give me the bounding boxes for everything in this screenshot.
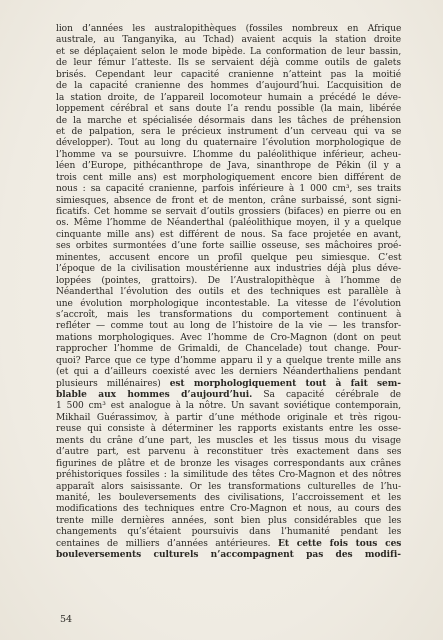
text-line [56, 413, 401, 424]
text-line [56, 356, 401, 367]
text-line [56, 276, 401, 287]
text-run: mations morphologiques. Avec l’homme de Cro-Magnon (dont on peut [56, 332, 401, 343]
text-run: l’homme va se poursuivre. L’homme du paléolithique inférieur, acheu- [56, 149, 401, 160]
text-run: ficatifs. Cet homme se servait d’outils grossiers (bifaces) en pierre ou en [56, 207, 402, 217]
text-run: Néanderthal l’évolution des outils et des techniques est parallèle à [56, 287, 401, 298]
text-run: de la capacité cranienne des hommes d’aujourd’hui. L’acquisition de [56, 81, 402, 92]
bold-text-run: est morphologiquement tout à fait sem- [169, 378, 401, 389]
text-run: reuse qui consiste à déterminer les rapports existants entre les osse- [56, 424, 401, 435]
text-run: trente mille dernières années, sont bien plus considérables que les [56, 515, 402, 526]
text-line [56, 93, 401, 104]
text-line [56, 390, 401, 401]
bold-text-run: Et cette fois tous ces [278, 538, 402, 549]
text-run: quoi? Parce que ce type d’homme apparu il y a quelque trente mille ans [56, 355, 401, 366]
text-run: refléter — comme tout au long de l’histoire de la vie — les transfor- [56, 321, 401, 332]
text-run: s’accroît, mais les transformations du comportement continuent à [56, 309, 402, 320]
text-run: Mikhail Guérassimov, à partir d’une méthode originale et très rigou- [56, 412, 401, 423]
text-line [56, 401, 401, 412]
text-line [56, 253, 401, 264]
text-line [56, 24, 401, 35]
text-run: de leur fémur l’atteste. Ils se servaient déjà comme outils de galets [56, 58, 401, 69]
text-run: loppées (pointes, grattoirs). De l’Australopithèque à l’homme de [56, 275, 402, 286]
text-run: une évolution morphologique incontestable. La vitesse de l’évolution [56, 298, 401, 309]
text-line [56, 379, 401, 390]
text-line [56, 35, 401, 46]
text-run: apparaît alors saisissante. Or les transformations culturelles de l’hu- [56, 481, 401, 492]
text-line [56, 470, 401, 481]
text-line [56, 459, 401, 470]
text-run: nous : sa capacité cranienne, parfois inférieure à 1 000 cm³, ses traits [56, 184, 402, 195]
text-line [56, 196, 401, 207]
text-line [56, 184, 401, 195]
text-run: ses orbites surmontées d’une forte saillie osseuse, ses mâchoires proé- [56, 241, 402, 252]
text-run: australe, au Tanganyika, au Tchad) avaient acquis la station droite [56, 35, 402, 46]
text-line [56, 550, 401, 561]
text-run: et se déplaçaient selon le mode bipède. La conformation de leur bassin, [56, 46, 402, 57]
text-line [56, 493, 401, 504]
text-line [56, 150, 401, 161]
text-line [56, 424, 401, 435]
bold-text-run: bouleversements culturels n’accompagnent pas des modifi- [56, 550, 401, 561]
text-run: préhistoriques fossiles : la similitude des têtes Cro-Magnon et des nôtres [56, 470, 402, 481]
text-line [56, 241, 401, 252]
text-line [56, 539, 401, 550]
text-line [56, 264, 401, 275]
text-run: centaines de milliers d’années antérieures. [56, 538, 278, 549]
text-line [56, 138, 401, 149]
text-line [56, 207, 401, 218]
text-line [56, 504, 401, 515]
text-line [56, 447, 401, 458]
text-run: rapprocher l’homme de Grimaldi, de Chancelade) tout change. Pour- [56, 344, 401, 355]
text-line [56, 218, 401, 229]
text-line [56, 310, 401, 321]
text-run: cinquante mille ans) est différent de nous. Sa face projetée en avant, [56, 229, 402, 240]
bold-text-run: blable aux hommes d’aujourd’hui. [56, 390, 253, 400]
body-text [56, 24, 401, 562]
text-run: léen d’Europe, pithécanthrope de Java, sinanthrope de Pékin (il y a [56, 161, 401, 172]
text-line [56, 161, 401, 172]
text-run: plusieurs millénaires) [56, 378, 170, 389]
text-run: trois cent mille ans) est morphologiquement encore bien différent de [56, 172, 402, 183]
text-run: développer). Tout au long du quaternaire l’évolution morphologique de [56, 138, 402, 149]
text-line [56, 436, 401, 447]
text-run: simiesques, absence de front et de menton, crâne surbaissé, sont signi- [56, 195, 401, 206]
text-line [56, 287, 401, 298]
text-line [56, 127, 401, 138]
text-line [56, 482, 401, 493]
text-run: d’autre part, est parvenu à reconstituer très exactement dans ses [56, 447, 402, 458]
text-run: la station droite, de l’appareil locomoteur humain a précédé le déve- [56, 92, 401, 103]
text-line [56, 70, 401, 81]
text-run: de la marche et spécialisée désormais dans les tâches de préhension [56, 115, 401, 126]
text-line [56, 367, 401, 378]
text-run: l’époque de la civilisation moustérienne aux industries déjà plus déve- [56, 264, 402, 275]
text-run: modifications des techniques entre Cro-Magnon et nous, au cours des [56, 504, 402, 515]
text-line [56, 230, 401, 241]
text-run: loppement cérébral et sans doute l’a rendu possible (la main, libérée [56, 104, 402, 115]
text-run: et de palpation, sera le précieux instrument d’un cerveau qui va se [56, 126, 402, 137]
text-line [56, 81, 401, 92]
text-line [56, 333, 401, 344]
text-run: figurines de plâtre et de bronze les visages correspondants aux crânes [56, 458, 401, 469]
text-run: lion d’années les australopithèques (fossiles nombreux en Afrique [56, 24, 402, 34]
text-run: manité, les bouleversements des civilisations, l’accroissement et les [56, 492, 402, 503]
page-number: 54 [60, 614, 73, 625]
text-run: ments du crâne d’une part, les muscles et les tissus mous du visage [56, 435, 401, 446]
text-run: changements qu’s’étaient poursuivis dans l’humanité pendant les [56, 527, 402, 538]
text-line [56, 527, 401, 538]
text-run: (et qui a d’ailleurs coexisté avec les derniers Néanderthaliens pendant [56, 367, 401, 378]
text-run: 1 500 cm³ est analogue à la nôtre. Un savant soviétique contemporain, [56, 401, 402, 412]
text-run: Sa capacité cérébrale de [252, 390, 401, 400]
text-run: os. Même l’homme de Néanderthal (paléolithique moyen, il y a quelque [56, 218, 402, 229]
text-run: minentes, accusent encore un profil quelque peu simiesque. C’est [56, 252, 402, 263]
text-line [56, 104, 401, 115]
text-line [56, 47, 401, 58]
text-line [56, 58, 401, 69]
text-line [56, 116, 401, 127]
text-line [56, 299, 401, 310]
text-line [56, 321, 401, 332]
text-line [56, 173, 401, 184]
text-line [56, 344, 401, 355]
text-line [56, 516, 401, 527]
text-run: brisés. Cependant leur capacité cranienne n’atteint pas la moitié [56, 69, 402, 80]
